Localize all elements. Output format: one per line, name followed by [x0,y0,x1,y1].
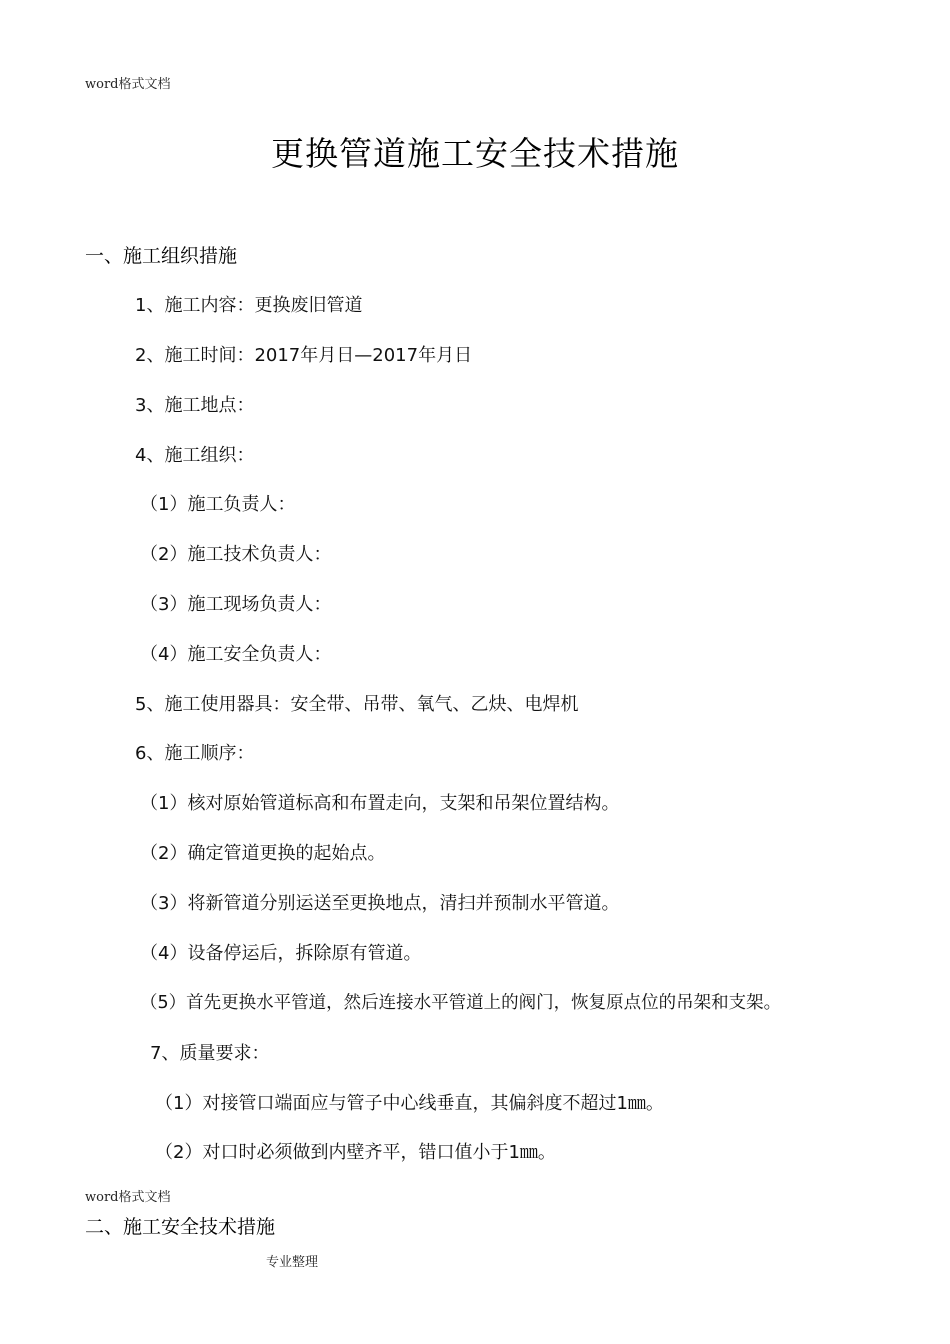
section-heading-organization: 一、施工组织措施 [85,245,238,267]
page-footer: 专业整理 [266,1255,319,1270]
list-item: 3、施工地点： [135,395,255,416]
list-item: （3）施工现场负责人： [140,594,332,615]
list-item: （4）设备停运后，拆除原有管道。 [140,943,422,964]
list-item: 7、质量要求： [150,1043,270,1064]
list-item: （3）将新管道分别运送至更换地点，清扫并预制水平管道。 [140,893,620,914]
list-item: 5、施工使用器具：安全带、吊带、氧气、乙炔、电焊机 [135,694,579,715]
list-item: （4）施工安全负责人： [140,644,332,665]
list-item: 1、施工内容：更换废旧管道 [135,295,363,316]
list-item: （2）确定管道更换的起始点。 [140,843,386,864]
list-item: （2）对口时必须做到内壁齐平，错口值小于1㎜。 [155,1142,556,1163]
list-item: （1）施工负责人： [140,494,296,515]
list-item: （2）施工技术负责人： [140,544,332,565]
list-item: （1）核对原始管道标高和布置走向，支架和吊架位置结构。 [140,793,620,814]
list-item: 6、施工顺序： [135,743,255,764]
list-item: 2、施工时间：2017年月日—2017年月日 [135,345,473,366]
list-item: （5）首先更换水平管道，然后连接水平管道上的阀门，恢复原点位的吊架和支架。 [140,993,782,1013]
section-heading-safety: 二、施工安全技术措施 [85,1216,276,1238]
list-item: 4、施工组织： [135,445,255,466]
list-item: （1）对接管口端面应与管子中心线垂直，其偏斜度不超过1㎜。 [155,1093,664,1114]
document-title: 更换管道施工安全技术措施 [271,134,679,173]
footer-note: word格式文档 [85,1190,171,1205]
header-note: word格式文档 [85,77,171,92]
